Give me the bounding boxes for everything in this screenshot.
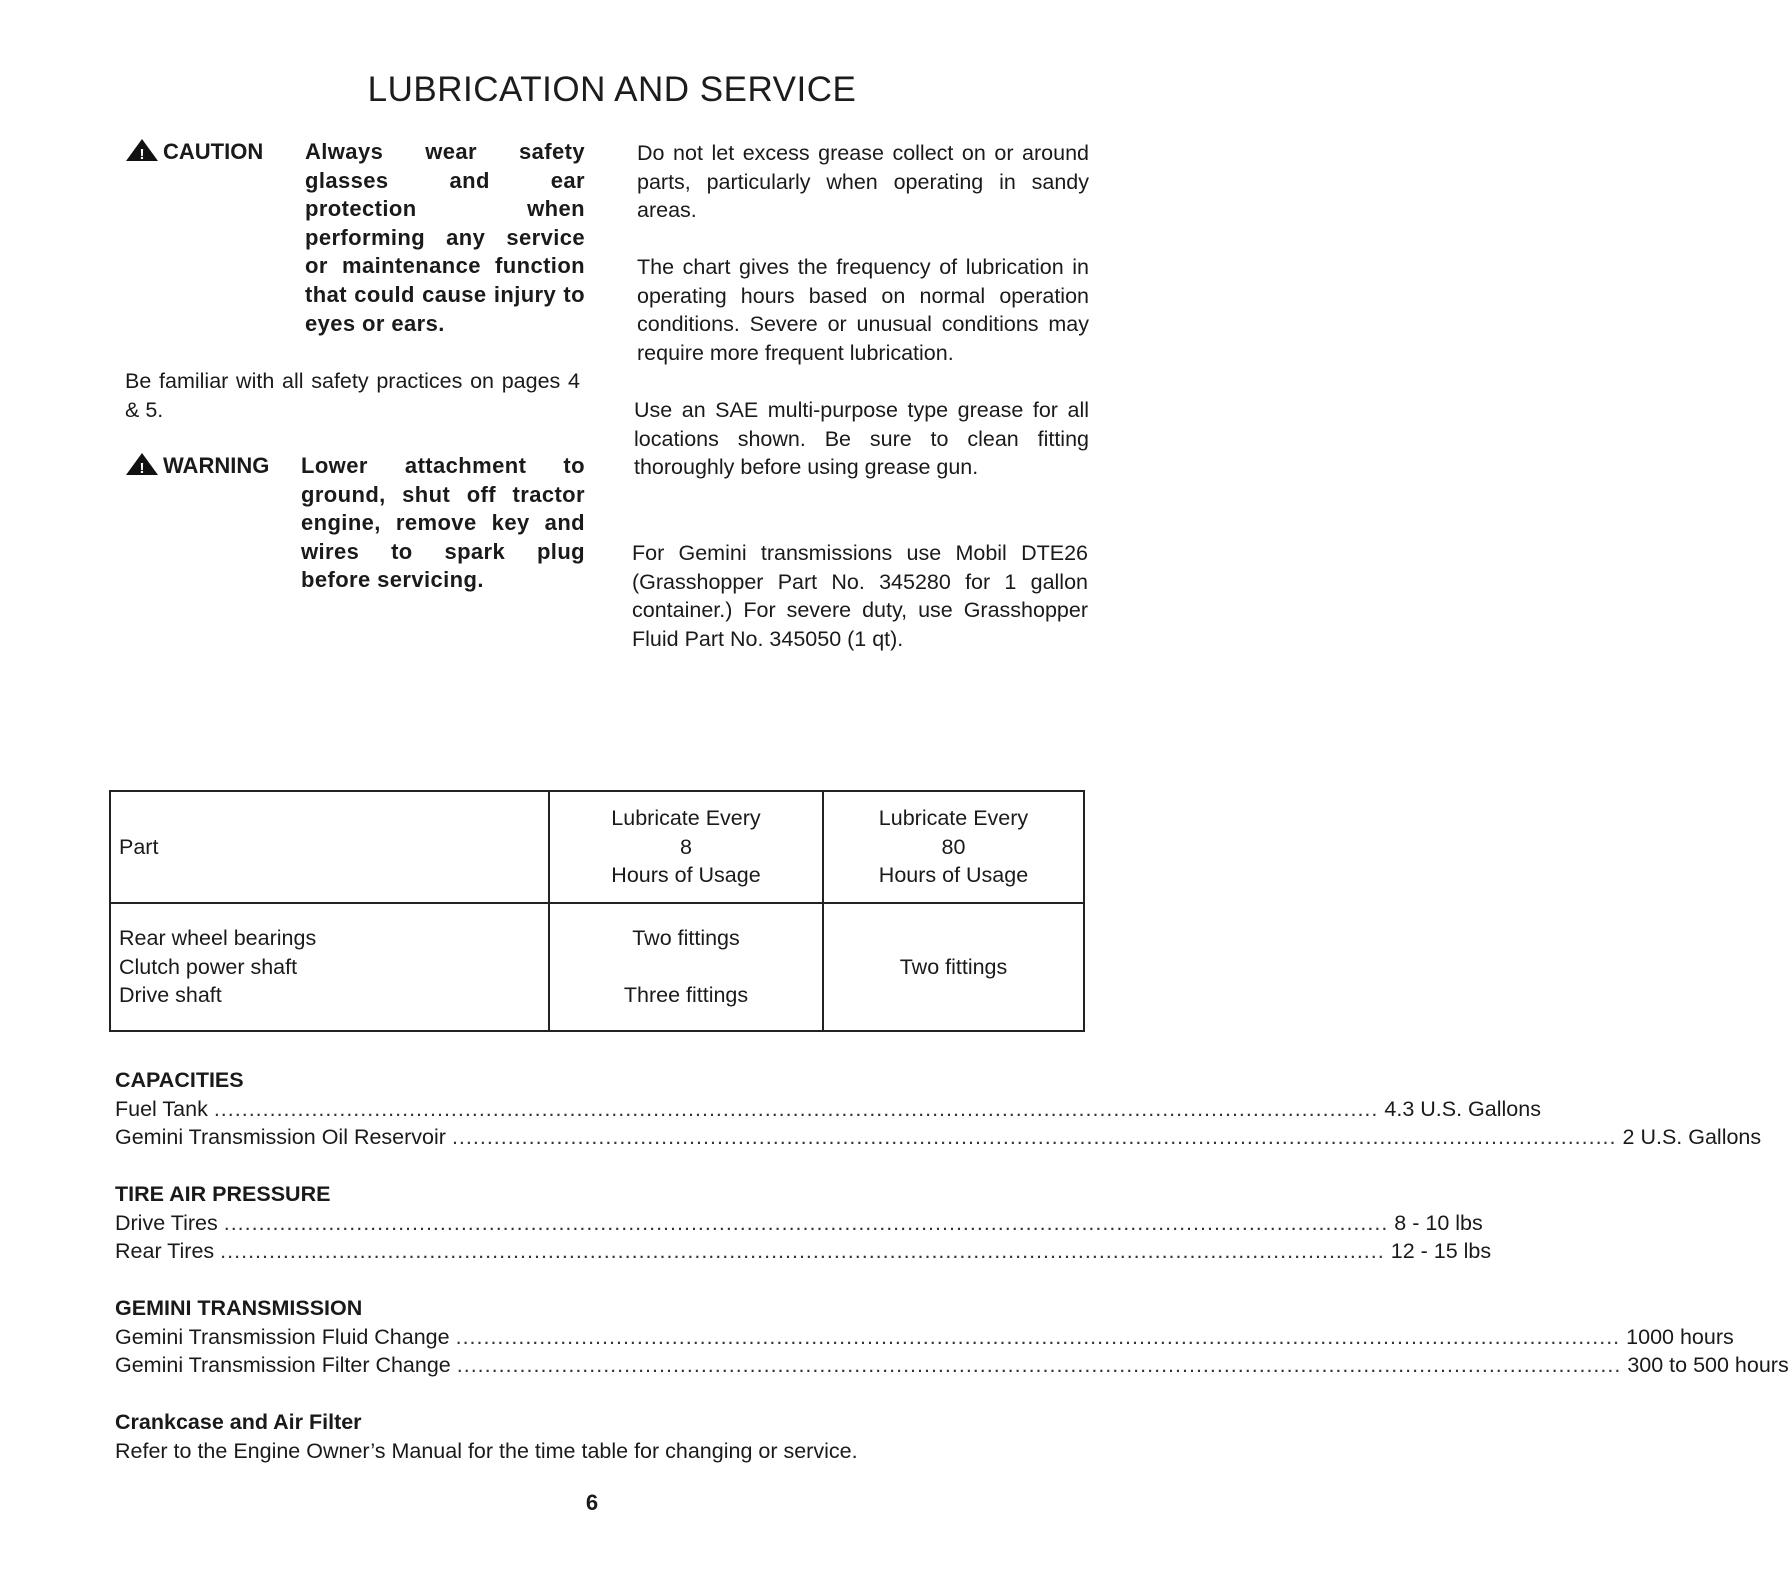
grease-type-note: Use an SAE multi-purpose type grease for all locations shown. Be sure to clean fitting thoroughly before using grease gun. [634,398,1089,480]
page-title: LUBRICATION AND SERVICE [367,70,857,109]
capacities-section [115,1066,1762,1152]
spec-row: Fuel Tank ....................................................................................................................................................................... 4.3 U.S. Gallons [115,1096,1541,1121]
table-header-row [110,791,1084,903]
parts-list [110,903,549,1031]
list-item: Clutch power shaft [119,954,298,979]
header-8-hours: Lubricate Every 8 Hours of Usage [549,791,823,903]
warning-notice [125,452,585,595]
spec-row: Gemini Transmission Filter Change ....................................................................................................................................................................... 300 to 500 hours [115,1353,1789,1378]
list-item: Drive shaft [119,983,222,1008]
caution-label: ! CAUTION [125,138,263,167]
spec-row: Rear Tires ....................................................................................................................................................................... 12 - 15 lbs [115,1239,1492,1264]
spec-row: Gemini Transmission Fluid Change ....................................................................................................................................................................... 1000 hours [115,1324,1734,1349]
spec-row: Drive Tires ....................................................................................................................................................................... 8 - 10 lbs [115,1210,1483,1235]
section-heading: CAPACITIES [115,1068,244,1092]
section-heading: TIRE AIR PRESSURE [115,1182,331,1206]
warning-triangle-icon [125,452,159,476]
table-row [110,903,1084,1031]
safety-practices-note: Be familiar with all safety practices on pages 4 & 5. [125,369,580,422]
crankcase-text: Refer to the Engine Owner’s Manual for the time table for changing or service. [115,1438,858,1463]
page-number: 6 [585,1490,599,1515]
header-part: Part [110,791,549,903]
header-80-hours: Lubricate Every 80 Hours of Usage [823,791,1084,903]
spec-row: Gemini Transmission Oil Reservoir ....................................................................................................................................................................... 2 U.S. Gallons [115,1125,1762,1150]
warning-message: Lower attachment to ground, shut off tractor engine, remove key and wires to spark plug before servicing. [301,453,585,593]
grease-note: Do not let excess grease collect on or around parts, particularly when operating in sandy areas. [637,141,1089,223]
lubrication-table [109,790,1085,1032]
svg-text:!: ! [139,146,145,163]
section-heading: Crankcase and Air Filter [115,1410,362,1434]
warning-triangle-icon [125,138,159,162]
warning-label: ! WARNING [125,452,269,481]
transmission-fluid-note: For Gemini transmissions use Mobil DTE26 (Grasshopper Part No. 345280 for 1 gallon container.) For severe duty, use Grasshopper Fluid Part No. 345050 (1 qt). [632,541,1088,651]
crankcase-section [115,1408,1077,1465]
gemini-transmission-section [115,1294,1789,1380]
list-item: Rear wheel bearings [119,926,317,951]
svg-text:!: ! [139,460,145,477]
caution-message: Always wear safety glasses and ear protection when performing any service or maintenance function that could cause injury to eyes or ears. [305,139,585,336]
chart-frequency-note: The chart gives the frequency of lubrication in operating hours based on normal operation conditions. Severe or unusual conditions may require more frequent lubrication. [637,255,1089,365]
caution-notice [125,138,585,338]
fittings-80-hours: Two fittings [823,903,1084,1031]
tire-pressure-section [115,1180,1492,1266]
section-heading: GEMINI TRANSMISSION [115,1296,363,1320]
fittings-8-hours: Two fittings Three fittings [549,903,823,1031]
